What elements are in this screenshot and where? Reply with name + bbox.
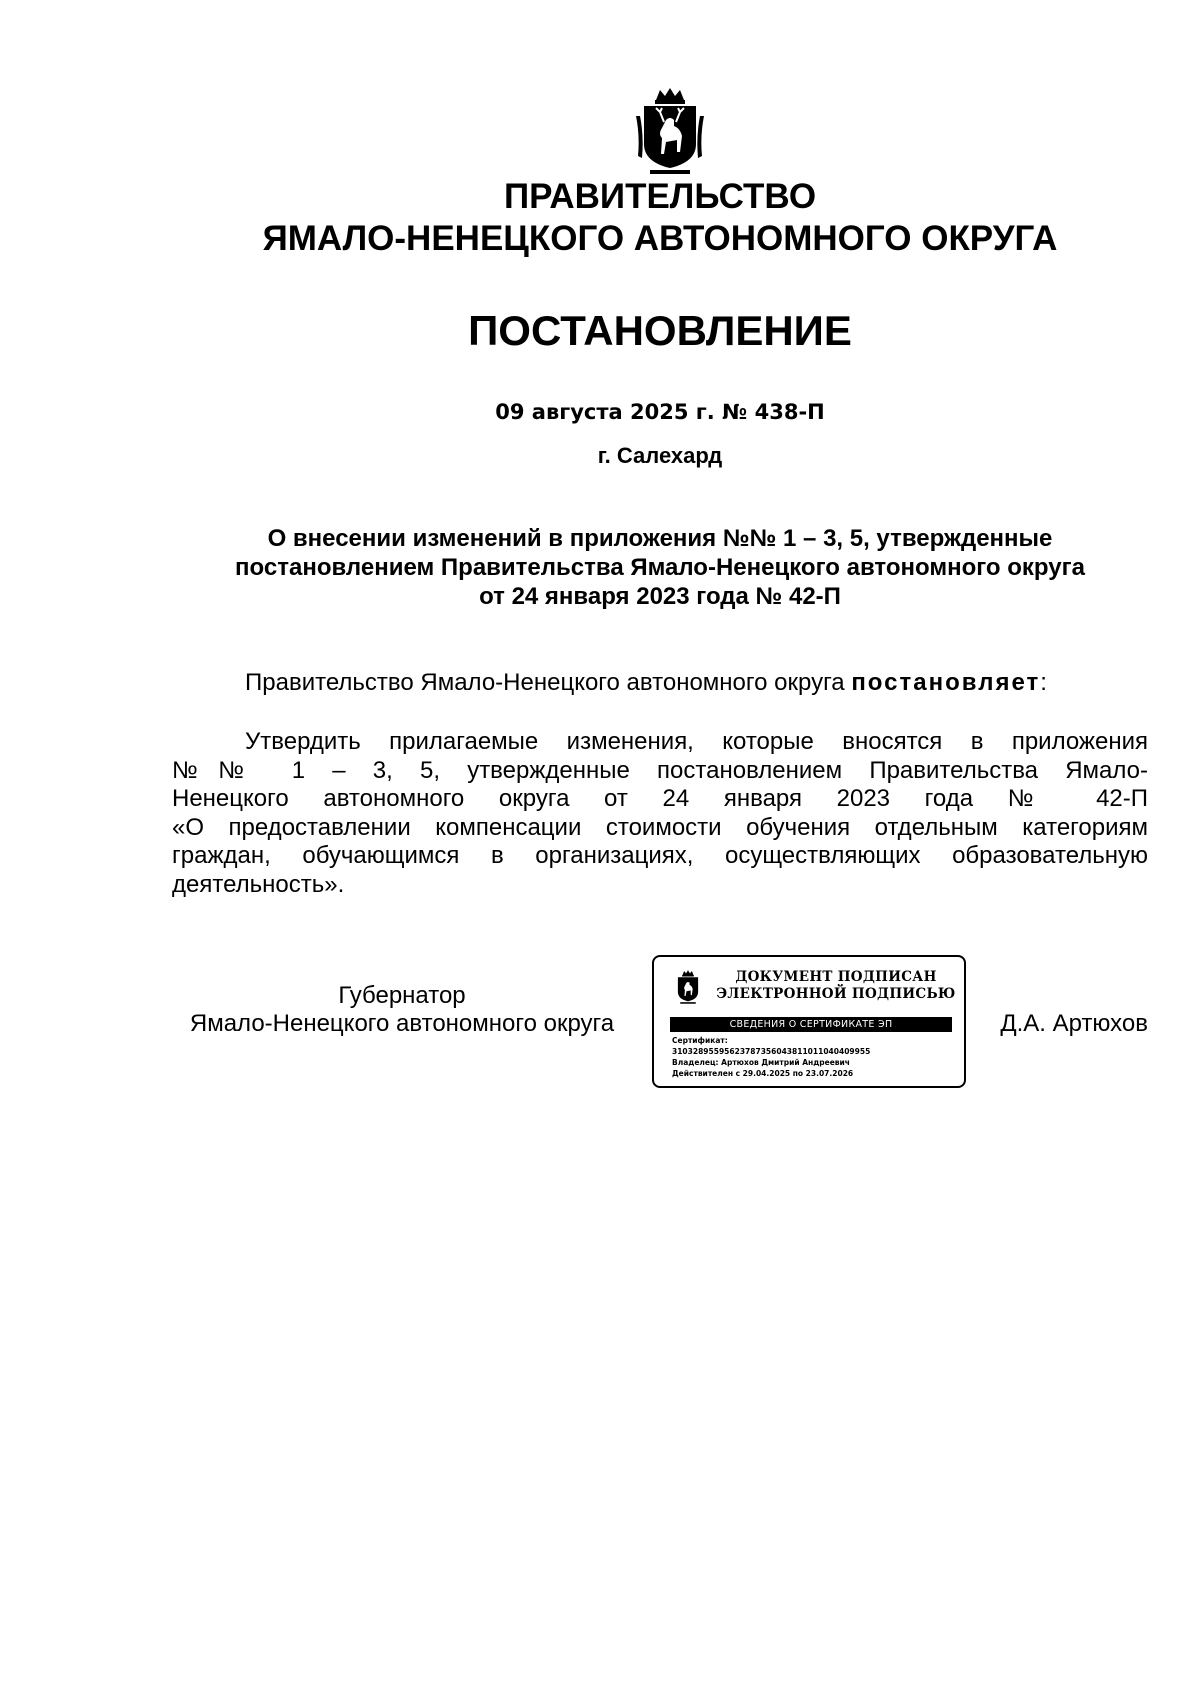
stamp-certificate-bar: СВЕДЕНИЯ О СЕРТИФИКАТЕ ЭП (670, 1017, 952, 1032)
subject-line: О внесении изменений в приложения №№ 1 – 3, 5, утвержденные (267, 525, 1053, 552)
signer-name: Д.А. Артюхов (1000, 1010, 1148, 1037)
body-line: «О предоставлении компенсации стоимости обучения отдельным категориям (172, 813, 1148, 841)
preamble-end: : (1040, 669, 1047, 696)
coat-of-arms-icon (674, 967, 702, 1007)
stamp-cert-label: Сертификат: (672, 1036, 728, 1045)
government-region-title: ЯМАЛО-НЕНЕЦКОГО АВТОНОМНОГО ОКРУГА (262, 219, 1058, 258)
stamp-certificate-details (672, 1035, 870, 1079)
stamp-owner: Владелец: Артюхов Дмитрий Андреевич (672, 1058, 850, 1067)
subject-line: от 24 января 2023 года № 42-П (479, 583, 841, 610)
government-title: ПРАВИТЕЛЬСТВО (503, 177, 817, 216)
signer-position: Губернатор (338, 982, 466, 1009)
document-date-number: 09 августа 2025 г. № 438-П (495, 400, 825, 424)
stamp-heading (714, 969, 958, 1003)
document-subject (170, 524, 1150, 611)
body-line: Ненецкого автономного округа от 24 января 2023 года № 42-П (172, 785, 1148, 813)
signer-title (172, 982, 632, 1038)
document-type-title: ПОСТАНОВЛЕНИЕ (468, 307, 852, 354)
subject-line: постановлением Правительства Ямало-Ненецкого автономного округа (235, 554, 1085, 581)
coat-of-arms-icon (634, 86, 706, 176)
stamp-validity: Действителен с 29.04.2025 по 23.07.2026 (672, 1069, 854, 1078)
body-line: граждан, обучающимся в организациях, осуществляющих образовательную (172, 842, 1148, 870)
body-line: деятельность». (172, 870, 345, 898)
body-line: Утвердить прилагаемые изменения, которые вносятся в приложения (245, 728, 1148, 755)
preamble-paragraph (245, 668, 1047, 698)
stamp-heading-line: ДОКУМЕНТ ПОДПИСАН (735, 969, 937, 985)
body-paragraph (172, 728, 1148, 900)
signer-region: Ямало-Ненецкого автономного округа (189, 1010, 615, 1037)
preamble-emphasis: постановляет (851, 669, 1041, 696)
document-city: г. Салехард (597, 443, 723, 468)
electronic-signature-stamp (652, 955, 966, 1088)
body-line: №№ 1 – 3, 5, утвержденные постановлением Правительства Ямало- (172, 756, 1148, 784)
stamp-heading-line: ЭЛЕКТРОННОЙ ПОДПИСЬЮ (716, 986, 956, 1002)
stamp-cert-number: 31032895595623787356043811011040409955 (672, 1047, 871, 1056)
preamble-text: Правительство Ямало-Ненецкого автономного округа (245, 669, 852, 696)
